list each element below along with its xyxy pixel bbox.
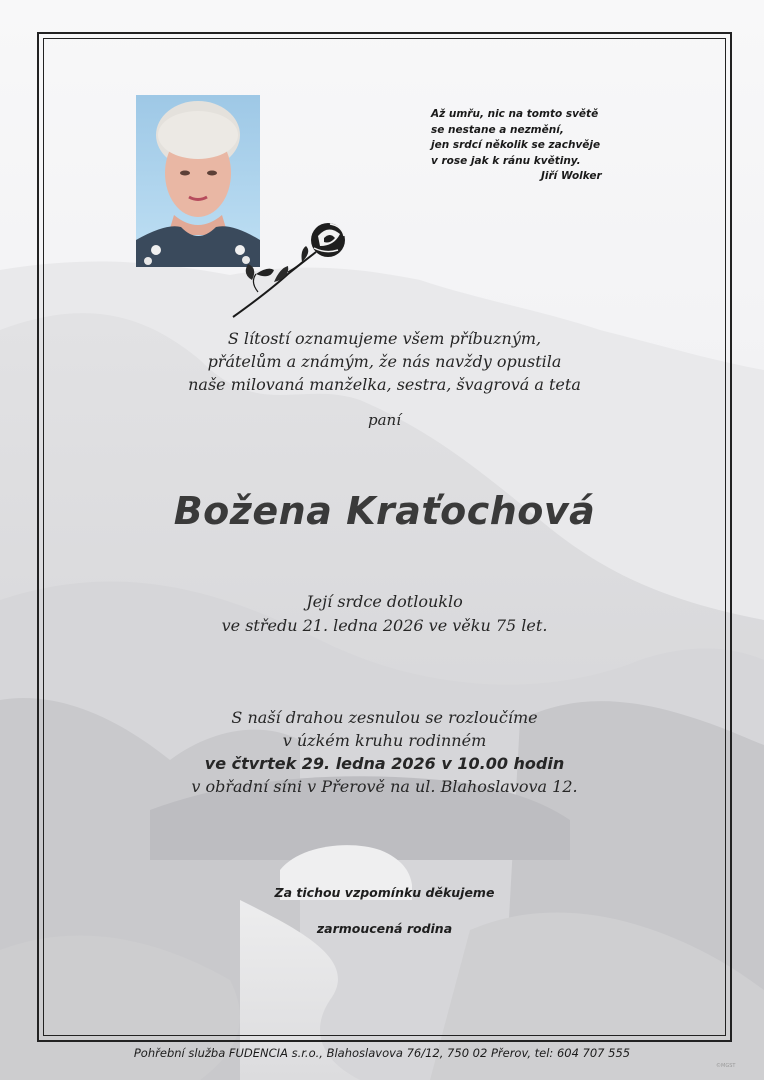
farewell-notice xyxy=(43,706,726,798)
deceased-name: Božena Kraťochová xyxy=(173,489,596,533)
poem-quote xyxy=(431,107,631,185)
announcement-intro xyxy=(43,327,726,396)
funeral-service-footer: Pohřební služba FUDENCIA s.r.o., Blahoslavova 76/12, 750 02 Přerov, tel: 604 707 555 xyxy=(133,1046,631,1060)
signature-line: zarmoucená rodina xyxy=(316,921,453,936)
quote-line: jen srdcí několik se zachvěje xyxy=(431,139,601,151)
quote-line: Až umřu, nic na tomto světě xyxy=(431,108,599,120)
salutation: paní xyxy=(367,411,401,429)
copyright-mark: ©MGST xyxy=(716,1063,736,1069)
intro-line: S lítostí oznamujeme všem příbuzným, xyxy=(227,329,542,348)
intro-line: přátelům a známým, že nás navždy opustila xyxy=(207,352,562,371)
farewell-place: v obřadní síni v Přerově na ul. Blahoslavova 12. xyxy=(191,777,578,796)
death-line: Její srdce dotlouklo xyxy=(306,592,463,611)
thanks-line: Za tichou vzpomínku děkujeme xyxy=(274,885,495,900)
quote-line: v rose jak k ránu květiny. xyxy=(431,154,581,167)
quote-author: Jiří Wolker xyxy=(541,170,602,182)
death-line: ve středu 21. ledna 2026 ve věku 75 let. xyxy=(221,616,548,635)
farewell-line: v úzkém kruhu rodinném xyxy=(282,731,487,750)
quote-line: se nestane a nezmění, xyxy=(431,123,564,136)
rose-icon xyxy=(228,222,368,322)
death-notice xyxy=(43,590,726,638)
farewell-line: S naší drahou zesnulou se rozloučíme xyxy=(231,708,538,727)
intro-line: naše milovaná manželka, sestra, švagrová a teta xyxy=(188,375,581,394)
farewell-date: ve čtvrtek 29. ledna 2026 v 10.00 hodin xyxy=(204,754,565,773)
